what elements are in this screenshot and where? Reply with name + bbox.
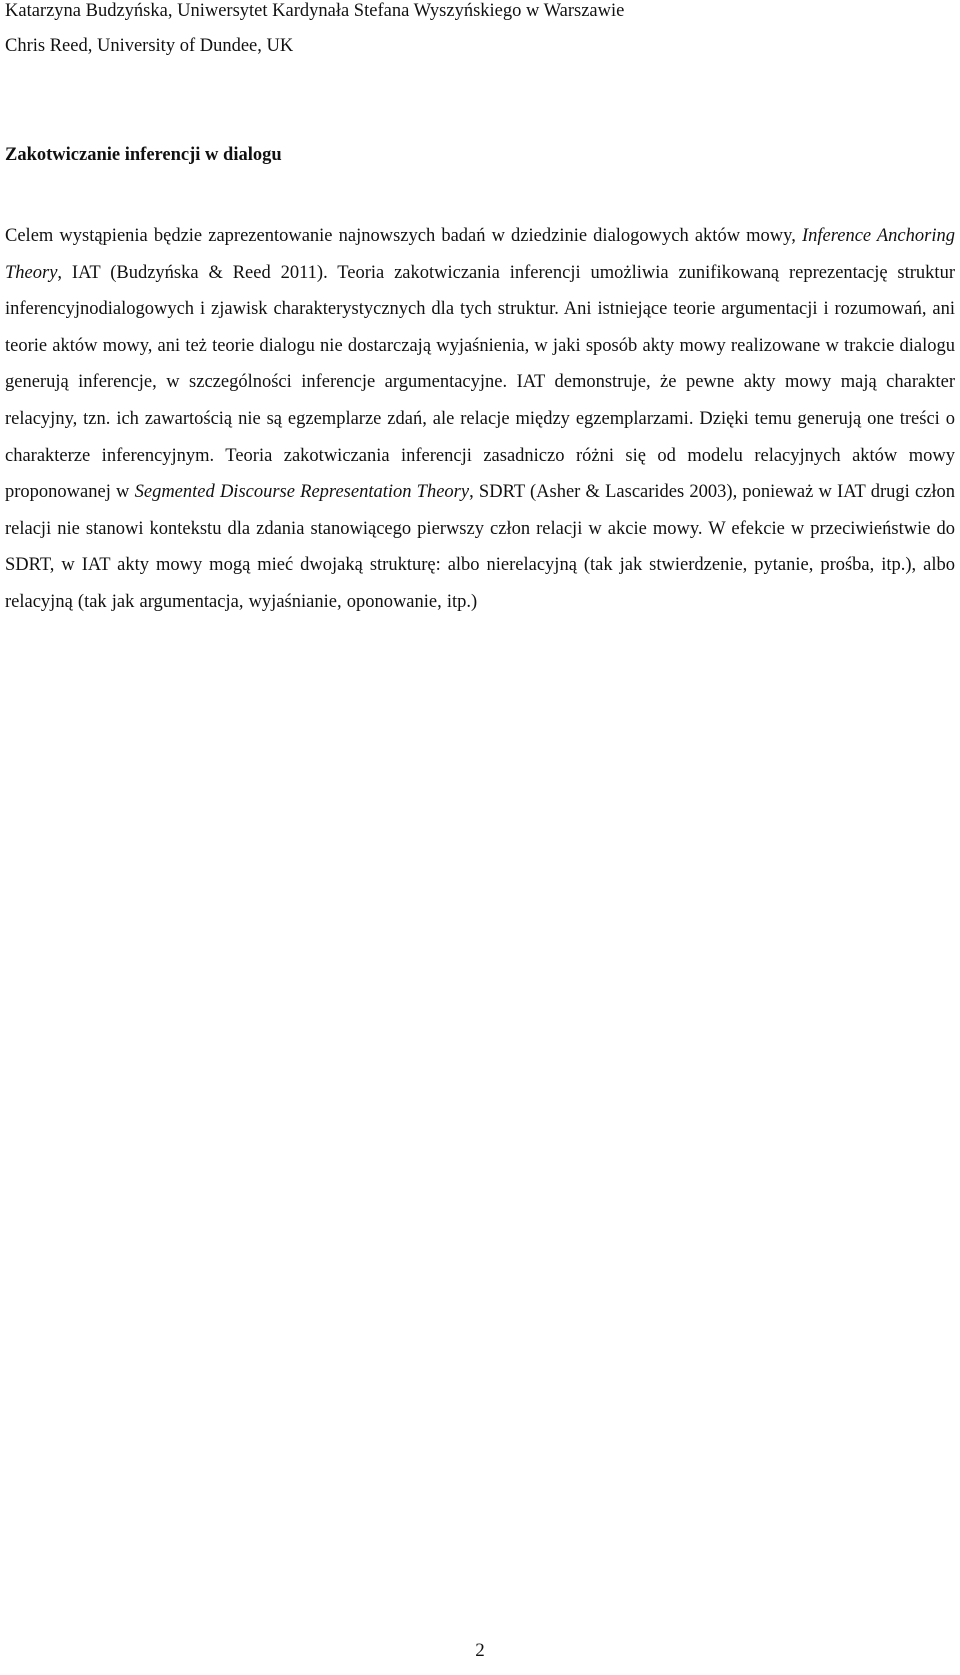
abstract-text-2: , IAT (Budzyńska & Reed 2011). Teoria zakotwiczania inferencji umożliwia zunifikowaną reprezentację struktur inferencyjnodialogowych i zjawisk charakterystycznych dla tych struktur. Ani istniejące teorie argumentacji i rozumowań, ani teorie aktów mowy, ani też teorie dialogu nie dostarczają wyjaśnienia, w jaki sposób akty mowy realizowane w trakcie dialogu generują inferencje, w szczególności inferencje argumentacyjne. IAT demonstruje, że pewne akty mowy mają charakter relacyjny, tzn. ich zawartością nie są egzemplarze zdań, ale relacje między egzemplarzami. Dzięki temu generują one treści o charakterze inferencyjnym. Teoria zakotwiczania inferencji zasadniczo różni się od modelu relacyjnych aktów mowy proponowanej w	[5, 262, 955, 503]
page-number: 2	[475, 1640, 485, 1661]
abstract-italic-term-2: Segmented Discourse Representation Theory	[134, 482, 470, 503]
abstract-text-3: , SDRT (Asher & Lascarides 2003), ponieważ w IAT drugi człon relacji nie stanowi kontekstu dla zdania stanowiącego pierwszy człon relacji w akcie mowy. W efekcie w przeciwieństwie do SDRT, w IAT akty mowy mogą mieć dwojaką strukturę: albo nierelacyjną (tak jak stwierdzenie, pytanie, prośba, itp.), albo relacyjną (tak jak argumentacja, wyjaśnianie, oponowanie, itp.)	[5, 482, 956, 612]
author-affiliation-1: Katarzyna Budzyńska, Uniwersytet Kardynała Stefana Wyszyńskiego w Warszawie	[5, 1, 625, 21]
abstract-italic-term-1: Inference Anchoring Theory	[5, 226, 955, 283]
abstract-paragraph	[5, 218, 955, 621]
author-affiliation-2: Chris Reed, University of Dundee, UK	[5, 36, 294, 56]
document-title: Zakotwiczanie inferencji w dialogu	[5, 145, 282, 165]
abstract-text-1: Celem wystąpienia będzie zaprezentowanie najnowszych badań w dziedzinie dialogowych aktów mowy,	[5, 226, 802, 246]
